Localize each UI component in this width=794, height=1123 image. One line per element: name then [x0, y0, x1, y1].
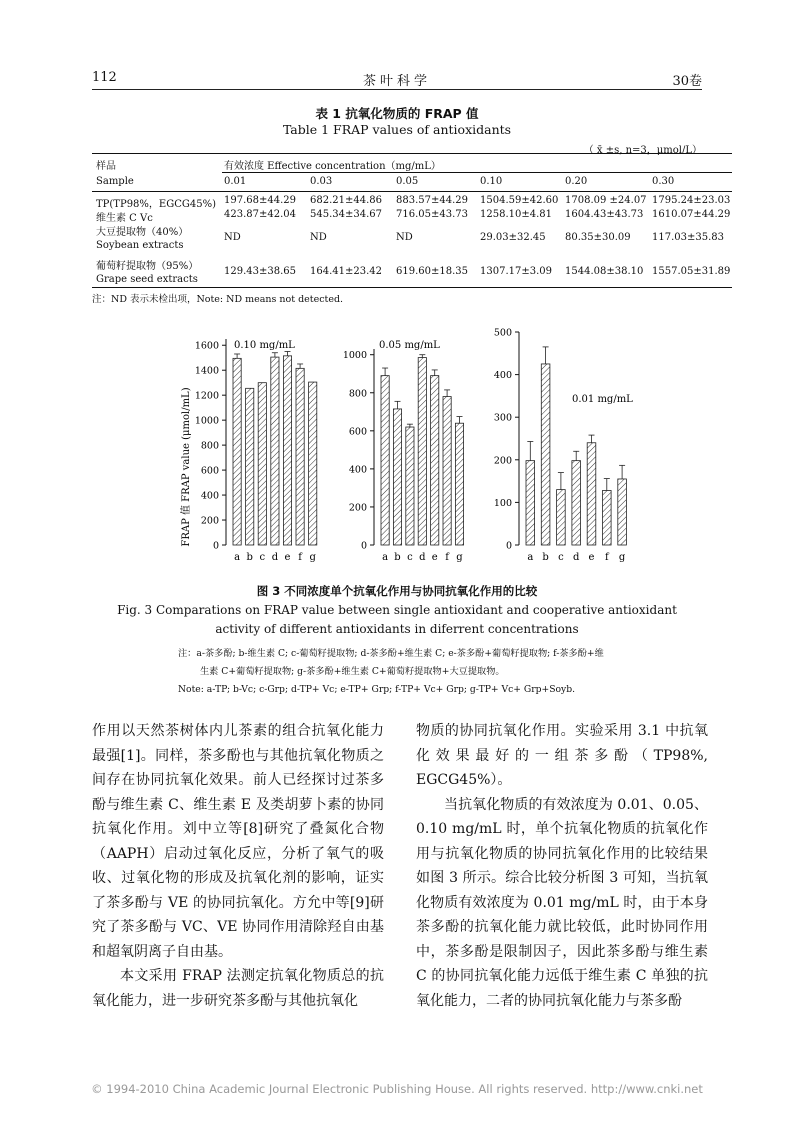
x-category-label: f	[604, 552, 609, 563]
figure-caption-en-line1: Fig. 3 Comparations on FRAP value between single antioxidant and cooperative antioxidant	[117, 603, 677, 617]
table-cell: 716.05±43.73	[396, 209, 468, 220]
x-category-label: c	[259, 552, 266, 563]
table-row-name-en: Grape seed extracts	[96, 274, 198, 285]
x-category-label: c	[407, 552, 413, 563]
table-cell: 1307.17±3.09	[480, 266, 552, 277]
y-tick-label: 400	[200, 490, 219, 502]
header-rule	[92, 89, 702, 90]
y-tick-label: 1000	[342, 350, 367, 362]
y-tick-label: 0	[505, 540, 512, 552]
y-tick-label: 0	[212, 540, 219, 552]
x-category-label: b	[246, 552, 253, 563]
bar	[572, 461, 581, 545]
frap-bar-charts	[170, 322, 650, 574]
y-tick-label: 200	[493, 455, 512, 467]
y-tick-label: 200	[200, 515, 219, 527]
table-cell: 80.35±30.09	[565, 232, 631, 243]
bar	[541, 364, 550, 545]
y-tick-label: 1000	[194, 415, 219, 427]
y-tick-label: 400	[348, 464, 367, 476]
y-tick-label: 1400	[194, 365, 219, 377]
table-cell: 1610.07±44.29	[652, 209, 731, 220]
figure-note-zh-2: 生素 C+葡萄籽提取物; g-茶多酚+维生素 C+葡萄籽提取物+大豆提取物。	[200, 666, 505, 677]
bar	[557, 490, 566, 545]
table-cell: 1258.10±4.81	[480, 209, 552, 220]
bar	[406, 427, 414, 545]
x-category-label: c	[558, 552, 564, 563]
y-tick-label: 1200	[194, 390, 219, 402]
table-cell: 117.03±35.83	[652, 232, 724, 243]
figure-note-en: Note: a-TP; b-Vc; c-Grp; d-TP+ Vc; e-TP+ Grp; f-TP+ Vc+ Grp; g-TP+ Vc+ Grp+Soyb.	[178, 684, 576, 695]
y-tick-label: 0	[360, 540, 367, 552]
x-category-label: a	[527, 552, 534, 563]
table-span-header: 有效浓度 Effective concentration（mg/mL）	[224, 161, 441, 172]
volume-label: 30卷	[672, 74, 702, 89]
table-cell: 619.60±18.35	[396, 266, 468, 277]
page-number: 112	[92, 70, 117, 85]
x-category-label: b	[542, 552, 549, 563]
bar	[618, 479, 627, 545]
y-tick-label: 200	[348, 502, 367, 514]
concentration-annotation: 0.01 mg/mL	[572, 394, 633, 405]
concentration-annotation: 0.05 mg/mL	[379, 340, 440, 351]
table-row-name: TP(TP98%，EGCG45%)	[96, 199, 216, 210]
table-cell: 164.41±23.42	[310, 266, 382, 277]
table-cell: 423.87±42.04	[224, 209, 296, 220]
table-unit-note: （ x̄ ±s, n=3，μmol/L）	[583, 145, 702, 156]
table-col-sample-en: Sample	[96, 176, 134, 187]
x-category-label: a	[234, 552, 241, 563]
y-tick-label: 800	[348, 388, 367, 400]
table-conc-header: 0.05	[396, 176, 419, 187]
table-bottom-rule	[92, 287, 732, 288]
table-row-name: 维生素 C Vc	[96, 213, 153, 224]
body-paragraph: 当抗氧化物质的有效浓度为 0.01、0.05、0.10 mg/mL 时，单个抗氧化物质的抗氧化作用与抗氧化物质的协同抗氧化作用的比较结果如图 3 所示。综合比较分析图 3 可知，当抗氧化物质有效浓度为 0.01 mg/mL 时，由于本身茶多酚的抗氧化能力就比较低，此时协同作用中，茶多酚是限制因子，因此茶多酚与维生素 C 的协同抗氧化能力远低于维生素 C 单独的抗氧化能力，二者的协同抗氧化能力与茶多酚	[416, 796, 708, 1009]
table-col-sample-zh: 样品	[96, 161, 116, 172]
x-category-label: d	[271, 552, 279, 563]
table-cell: 1795.24±23.03	[652, 195, 731, 206]
table-conc-header: 0.03	[310, 176, 333, 187]
table-cell: 883.57±44.29	[396, 195, 468, 206]
bar	[283, 356, 291, 545]
x-category-label: e	[588, 552, 595, 563]
bar	[309, 382, 317, 545]
x-category-label: a	[382, 552, 389, 563]
bar	[393, 409, 401, 545]
y-tick-label: 100	[493, 497, 512, 509]
bar	[455, 423, 463, 545]
y-tick-label: 300	[493, 412, 512, 424]
table-row-name-en: Soybean extracts	[96, 240, 184, 251]
table-cell: 1504.59±42.60	[480, 195, 559, 206]
body-column-left	[92, 719, 384, 1013]
bar	[587, 443, 596, 545]
table-cell: 1544.08±38.10	[565, 266, 644, 277]
body-paragraph: 物质的协同抗氧化作用。实验采用 3.1 中抗氧化效果最好的一组茶多酚（TP98%, EGCG45%）。	[416, 723, 708, 788]
figure-caption-en-line2: activity of different antioxidants in diferrent concentrations	[215, 622, 579, 636]
x-category-label: g	[618, 552, 626, 563]
table-cell: 1557.05±31.89	[652, 266, 731, 277]
x-category-label: d	[572, 552, 580, 563]
bar	[418, 358, 426, 545]
table-caption-en: Table 1 FRAP values of antioxidants	[282, 122, 512, 137]
figure-3	[170, 322, 650, 574]
y-tick-label: 400	[493, 370, 512, 382]
concentration-annotation: 0.10 mg/mL	[234, 340, 295, 351]
table-note: 注：ND 表示未检出项，Note: ND means not detected.	[92, 294, 344, 305]
table-conc-header: 0.30	[652, 176, 675, 187]
x-category-label: e	[431, 552, 438, 563]
x-category-label: d	[419, 552, 426, 563]
bar	[526, 461, 535, 545]
x-category-label: f	[445, 552, 449, 563]
table-cell: 682.21±44.86	[310, 195, 382, 206]
bar	[233, 358, 241, 545]
bar	[431, 376, 439, 545]
table-row-name: 葡萄籽提取物（95%）	[96, 261, 199, 272]
table-cell: 197.68±44.29	[224, 195, 296, 206]
journal-name: 茶叶科学	[362, 74, 431, 89]
x-category-label: f	[298, 552, 302, 563]
y-tick-label: 500	[493, 327, 512, 339]
table-cell: ND	[310, 232, 327, 243]
table-cell: ND	[224, 232, 241, 243]
bar	[603, 490, 612, 545]
x-category-label: g	[456, 552, 463, 563]
page-header	[92, 70, 702, 90]
x-category-label: b	[394, 552, 401, 563]
table-cell: 1604.43±43.73	[565, 209, 644, 220]
table-conc-header: 0.20	[565, 176, 588, 187]
body-column-right	[416, 719, 708, 1013]
copyright-footer: © 1994-2010 China Academic Journal Electronic Publishing House. All rights reserved. http://www.cnki.net	[91, 1082, 703, 1096]
y-tick-label: 800	[200, 440, 219, 452]
x-category-label: g	[309, 552, 316, 563]
y-tick-label: 600	[200, 465, 219, 477]
figure-caption-zh: 图 3 不同浓度单个抗氧化作用与协同抗氧化作用的比较	[256, 584, 538, 598]
table-cell: 129.43±38.65	[224, 266, 296, 277]
table-cell: 29.03±32.45	[480, 232, 546, 243]
table-cell: ND	[396, 232, 413, 243]
bar	[258, 383, 266, 545]
y-tick-label: 1600	[194, 340, 219, 352]
table-header-rule	[92, 191, 732, 192]
table-cell: 1708.09 ±24.07	[565, 195, 647, 206]
figure-note	[178, 645, 698, 699]
bar	[381, 376, 389, 545]
body-paragraph: 本文采用 FRAP 法测定抗氧化物质总的抗氧化能力，进一步研究茶多酚与其他抗氧化	[92, 968, 384, 1009]
figure-caption-en	[0, 601, 794, 639]
y-axis-label: FRAP 值 FRAP value (μmol/mL)	[181, 387, 192, 547]
y-tick-label: 600	[348, 426, 367, 438]
bar	[296, 368, 304, 545]
table-conc-header: 0.01	[224, 176, 247, 187]
bar	[271, 357, 279, 545]
table-conc-header: 0.10	[480, 176, 503, 187]
table-row-name: 大豆提取物（40%）	[96, 227, 189, 238]
body-paragraph: 作用以天然茶树体内儿茶素的组合抗氧化能力最强[1]。同样，茶多酚也与其他抗氧化物质之间存在协同抗氧化效果。前人已经探讨过茶多酚与维生素 C、维生素 E 及类胡萝卜素的协同抗氧化作用。刘中立等[8]研究了叠氮化合物（AAPH）启动过氧化反应，分析了氧气的吸收、过氧化物的形成及抗氧化剂的影响，证实了茶多酚与 VE 的协同抗氧化。方允中等[9]研究了茶多酚与 VC、VE 协同作用清除羟自由基和超氧阴离子自由基。	[92, 723, 384, 960]
bar	[246, 388, 254, 545]
table-cell: 545.34±34.67	[310, 209, 382, 220]
table-top-rule	[92, 153, 732, 154]
figure-note-zh-1: 注：a-茶多酚; b-维生素 C; c-葡萄籽提取物; d-茶多酚+维生素 C; e-茶多酚+葡萄籽提取物; f-茶多酚+维	[178, 648, 604, 659]
x-category-label: e	[284, 552, 291, 563]
bar	[443, 397, 451, 545]
table-caption-zh: 表 1 抗氧化物质的 FRAP 值	[315, 106, 479, 121]
table-span-rule	[222, 172, 732, 173]
